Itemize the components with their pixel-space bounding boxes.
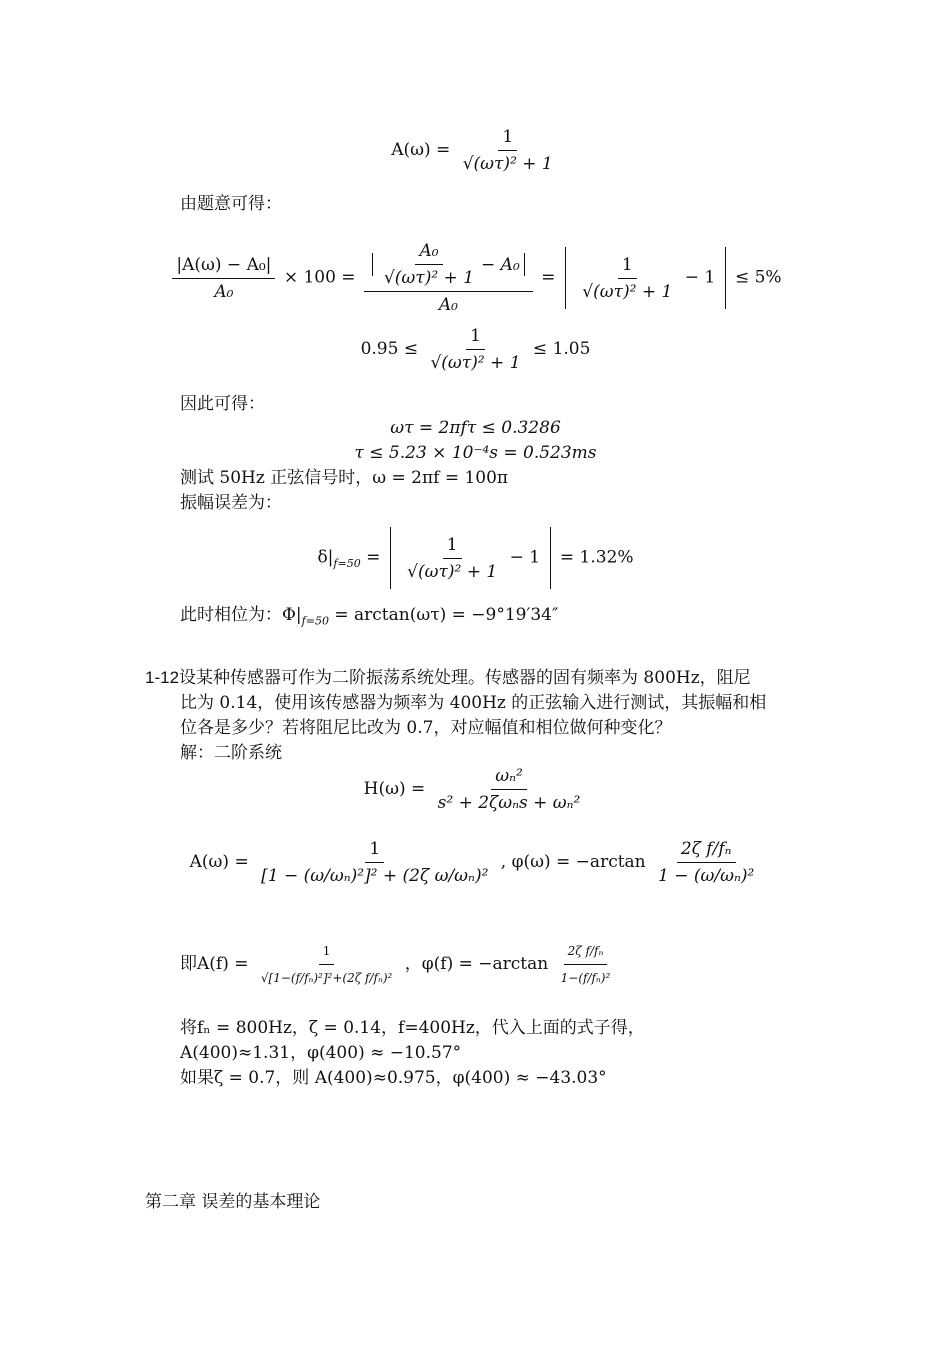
inner-numerator: A₀ [415,240,442,265]
fraction-a [257,838,492,887]
fraction-lhs [172,254,275,303]
equation-range [0,325,951,374]
fraction-af [257,940,396,989]
equation-a-phi-omega [0,838,951,887]
fraction-numerator: 1 [365,838,384,863]
delta-tail: − 1 [509,547,541,568]
fraction-numerator: ωₙ² [491,765,527,790]
delta-sub: f=50 [333,556,361,570]
fraction-denominator: [1 − (ω/ωₙ)²]² + (2ζ ω/ωₙ)² [261,866,489,886]
phase-label: 此时相位为：Φ| [180,605,302,625]
delta-rhs: = 1.32% [559,547,634,568]
problem-line-4: 解：二阶系统 [180,743,282,763]
fraction [426,325,524,374]
phi-lhs: , φ(ω) = −arctan [500,852,646,872]
problem-text: 设某种传感器可作为二阶振荡系统处理。传感器的固有频率为 800Hz，阻尼 [179,668,751,688]
equation-tau: τ ≤ 5.23 × 10⁻⁴s = 0.523ms [354,443,597,463]
equation-error: $\frac{\text{|A(ω) − A₀|}}{\text{A₀}}$ × 100 = $\frac{\text{A₀}}{\text{√(ωτ)² + 1}}$ − A₀ A₀ = $\frac{1}{\text{√(ωτ)² + 1}}$ − 1 ≤ 5% [0,240,951,316]
equation-a-omega [0,126,951,175]
abs-bar-left [390,527,391,589]
fraction-denominator: √(ωτ)² + 1 [462,154,553,174]
equation-delta [0,527,951,589]
inner-denominator: √(ωτ)² + 1 [383,268,475,288]
fraction-phi [654,838,758,887]
chapter-heading: 第二章 误差的基本理论 [145,1192,321,1212]
problem-line-2: 比为 0.14，使用该传感器为频率为 400Hz 的正弦输入进行测试，其振幅和相 [180,693,767,713]
text-phase [180,604,558,632]
phase-sub: f=50 [301,614,329,628]
fraction-denominator: A₀ [438,295,458,315]
fraction [403,534,501,583]
af-lhs: 即A(f) = [180,954,249,974]
fraction-numerator: 1 [443,534,462,559]
fraction-numerator: |A(ω) − A₀| [172,254,275,279]
fraction [434,765,585,814]
text-test-50hz: 测试 50Hz 正弦信号时，ω = 2πf = 100π [180,468,509,488]
fraction-numerator: 2ζ f/fₙ [677,838,736,863]
fraction-rhs [578,254,676,303]
fraction-numerator: 1 [319,940,335,965]
fraction-mid [364,240,533,316]
inner-fraction [380,240,478,289]
equation-h-omega [0,765,951,814]
abs-bar-right [725,247,726,309]
range-left: 0.95 ≤ [360,339,419,359]
rhs-tail: − 1 [684,267,716,288]
text-result-1: A(400)≈1.31，φ(400) ≈ −10.57° [180,1043,462,1063]
rhs-bound: ≤ 5% [734,267,782,288]
fraction-denominator: A₀ [214,281,234,302]
text-youtiyi: 由题意可得： [180,194,282,214]
abs-bar-right [524,253,525,275]
fraction-denominator: √(ωτ)² + 1 [430,353,521,373]
a-lhs: A(ω) = [189,852,249,872]
fraction-denominator: s² + 2ζωₙs + ωₙ² [437,793,581,813]
fraction-phi-f [557,940,615,989]
text-yinci: 因此可得： [180,394,265,414]
problem-number: 1-12 [145,668,180,687]
equation-a-phi-f [180,940,617,989]
h-lhs: H(ω) = [363,779,426,799]
range-right: ≤ 1.05 [532,339,591,359]
fraction-numerator: 1 [466,325,485,350]
fraction [459,126,557,175]
problem-line-3: 位各是多少？若将阻尼比改为 0.7，对应幅值和相位做何种变化？ [180,718,672,738]
delta-equals: = [366,547,381,568]
fraction-denominator: 1−(f/fₙ)² [560,971,611,985]
fraction-denominator: √(ωτ)² + 1 [407,561,498,582]
phi-f-lhs: ，φ(f) = −arctan [404,954,549,974]
problem-line-1 [145,667,751,689]
fraction-numerator: 1 [498,126,517,151]
fraction-denominator: √[1−(f/fₙ)²]²+(2ζ f/fₙ)² [260,971,393,985]
inner-tail: − A₀ [481,254,520,275]
abs-bar-left [565,247,566,309]
fraction-numerator: 1 [618,254,637,279]
fraction-numerator: 2ζ f/fₙ [564,940,608,965]
fraction-numerator [364,240,533,292]
text-zhenfu: 振幅误差为： [180,493,282,513]
times-100: × 100 = [283,267,356,288]
text-substitute: 将fₙ = 800Hz，ζ = 0.14，f=400Hz，代入上面的式子得， [180,1018,645,1038]
delta-lhs: δ| [317,547,334,568]
equation-omega-tau: ωτ = 2πfτ ≤ 0.3286 [390,418,561,438]
abs-bar-right [550,527,551,589]
eq-lhs: A(ω) = [391,140,451,160]
text-result-2: 如果ζ = 0.7，则 A(400)≈0.975，φ(400) ≈ −43.03° [180,1068,607,1088]
fraction-denominator: √(ωτ)² + 1 [582,281,673,302]
phase-rhs: = arctan(ωτ) = −9°19′34″ [328,605,559,625]
abs-bar-left [372,253,373,275]
fraction-denominator: 1 − (ω/ωₙ)² [658,866,755,886]
